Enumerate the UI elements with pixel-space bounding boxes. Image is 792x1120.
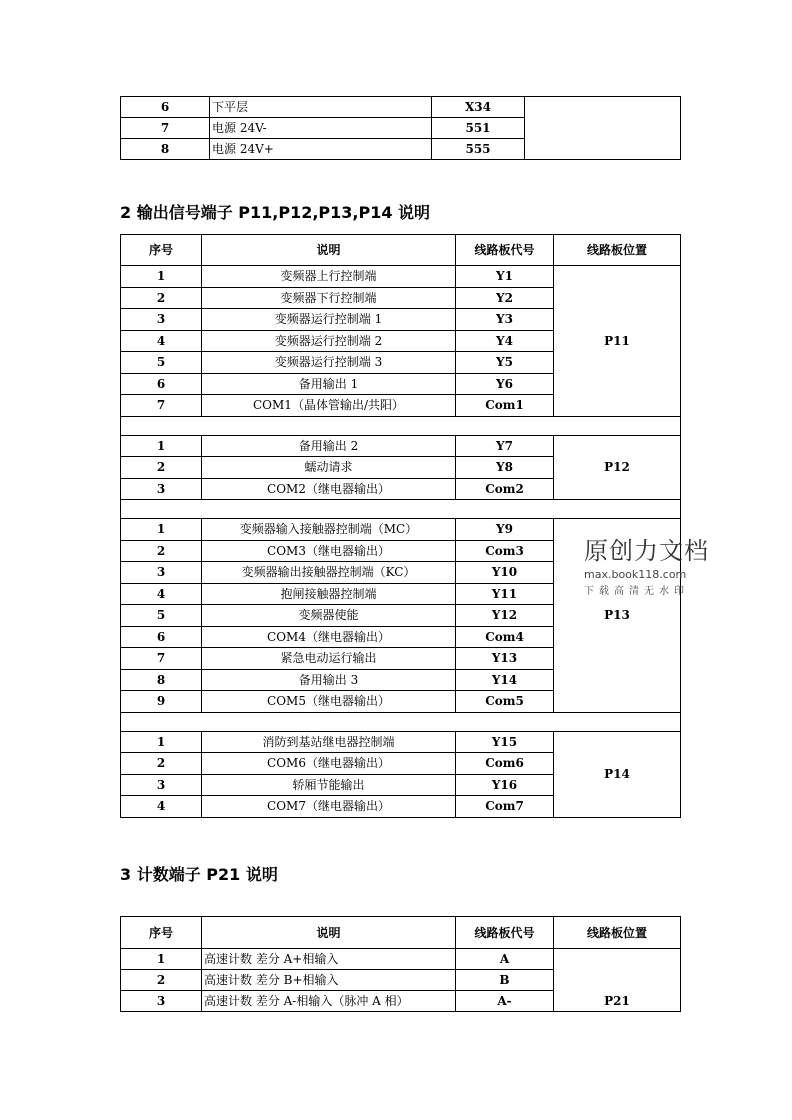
cell-code: Y14 — [456, 669, 554, 691]
cell-desc: 高速计数 差分 B+相输入 — [202, 970, 456, 991]
cell-desc: 下平层 — [210, 97, 432, 118]
cell-no: 1 — [121, 519, 202, 541]
cell-pos: P11 — [554, 266, 681, 417]
cell-desc: 电源 24V+ — [210, 139, 432, 160]
separator-row — [121, 500, 681, 519]
cell-no: 3 — [121, 774, 202, 796]
cell-code: Y10 — [456, 562, 554, 584]
cell-desc: 变频器上行控制端 — [202, 266, 456, 288]
cell-code: X34 — [432, 97, 525, 118]
header-no: 序号 — [121, 917, 202, 949]
cell-no: 8 — [121, 669, 202, 691]
cell-no: 7 — [121, 118, 210, 139]
cell-no: 6 — [121, 97, 210, 118]
cell-code: Y2 — [456, 287, 554, 309]
cell-desc: 电源 24V- — [210, 118, 432, 139]
header-pos: 线路板位置 — [554, 917, 681, 949]
cell-desc: 备用输出 3 — [202, 669, 456, 691]
cell-desc: 变频器下行控制端 — [202, 287, 456, 309]
cell-code: Y16 — [456, 774, 554, 796]
cell-desc: 变频器运行控制端 2 — [202, 330, 456, 352]
cell-code: B — [456, 970, 554, 991]
cell-no: 2 — [121, 753, 202, 775]
cell-desc: COM5（继电器输出） — [202, 691, 456, 713]
cell-no: 5 — [121, 352, 202, 374]
cell-code: Y11 — [456, 583, 554, 605]
cell-pos — [525, 97, 681, 160]
cell-no: 5 — [121, 605, 202, 627]
cell-desc: 变频器使能 — [202, 605, 456, 627]
cell-code: Com6 — [456, 753, 554, 775]
cell-code: Y12 — [456, 605, 554, 627]
cell-code: Com7 — [456, 796, 554, 818]
counter-terminal-table — [120, 916, 681, 1012]
cell-desc: COM1（晶体管输出/共阳） — [202, 395, 456, 417]
cell-code: Y1 — [456, 266, 554, 288]
cell-code: Y4 — [456, 330, 554, 352]
cell-no: 4 — [121, 796, 202, 818]
cell-pos: P21 — [554, 949, 681, 1012]
header-pos: 线路板位置 — [554, 235, 681, 266]
cell-code: 551 — [432, 118, 525, 139]
cell-code: Y3 — [456, 309, 554, 331]
header-desc: 说明 — [202, 235, 456, 266]
cell-pos: P13 — [554, 519, 681, 713]
cell-desc: COM3（继电器输出） — [202, 540, 456, 562]
cell-desc: 变频器运行控制端 1 — [202, 309, 456, 331]
cell-desc: 高速计数 差分 A+相输入 — [202, 949, 456, 970]
cell-desc: 变频器输入接触器控制端（MC） — [202, 519, 456, 541]
cell-desc: 消防到基站继电器控制端 — [202, 731, 456, 753]
cell-code: Y9 — [456, 519, 554, 541]
cell-desc: 备用输出 2 — [202, 435, 456, 457]
cell-no: 2 — [121, 540, 202, 562]
separator-row — [121, 712, 681, 731]
cell-no: 6 — [121, 373, 202, 395]
top-table — [120, 96, 681, 160]
watermark — [584, 531, 709, 597]
header-code: 线路板代号 — [456, 235, 554, 266]
header-code: 线路板代号 — [456, 917, 554, 949]
cell-no: 1 — [121, 949, 202, 970]
cell-desc: COM2（继电器输出） — [202, 478, 456, 500]
cell-pos: P14 — [554, 731, 681, 817]
cell-no: 2 — [121, 287, 202, 309]
cell-no: 1 — [121, 266, 202, 288]
cell-code: 555 — [432, 139, 525, 160]
cell-desc: 轿厢节能输出 — [202, 774, 456, 796]
section3-title: 3 计数端子 P21 说明 — [120, 865, 278, 884]
cell-no: 3 — [121, 562, 202, 584]
watermark-url: max.book118.com — [584, 568, 687, 581]
section2-title: 2 输出信号端子 P11,P12,P13,P14 说明 — [120, 203, 431, 222]
cell-no: 3 — [121, 478, 202, 500]
cell-no: 1 — [121, 731, 202, 753]
separator-row — [121, 416, 681, 435]
header-no: 序号 — [121, 235, 202, 266]
cell-no: 2 — [121, 970, 202, 991]
cell-no: 8 — [121, 139, 210, 160]
cell-code: Com1 — [456, 395, 554, 417]
cell-desc: 变频器运行控制端 3 — [202, 352, 456, 374]
cell-desc: COM4（继电器输出） — [202, 626, 456, 648]
cell-no: 1 — [121, 435, 202, 457]
cell-desc: 抱闸接触器控制端 — [202, 583, 456, 605]
cell-no: 4 — [121, 583, 202, 605]
cell-code: Y15 — [456, 731, 554, 753]
watermark-sub: 下载高清无水印 — [584, 586, 689, 597]
cell-code: Y7 — [456, 435, 554, 457]
cell-code: A- — [456, 991, 554, 1012]
cell-desc: COM6（继电器输出） — [202, 753, 456, 775]
cell-desc: 紧急电动运行输出 — [202, 648, 456, 670]
cell-code: Y8 — [456, 457, 554, 479]
cell-no: 7 — [121, 395, 202, 417]
cell-desc: COM7（继电器输出） — [202, 796, 456, 818]
cell-code: Com2 — [456, 478, 554, 500]
cell-code: A — [456, 949, 554, 970]
cell-desc: 高速计数 差分 A-相输入（脉冲 A 相） — [202, 991, 456, 1012]
cell-no: 9 — [121, 691, 202, 713]
cell-code: Com4 — [456, 626, 554, 648]
cell-desc: 变频器输出接触器控制端（KC） — [202, 562, 456, 584]
cell-no: 6 — [121, 626, 202, 648]
cell-desc: 备用输出 1 — [202, 373, 456, 395]
cell-desc: 蠕动请求 — [202, 457, 456, 479]
cell-no: 3 — [121, 309, 202, 331]
header-desc: 说明 — [202, 917, 456, 949]
cell-code: Y6 — [456, 373, 554, 395]
cell-no: 4 — [121, 330, 202, 352]
cell-code: Y5 — [456, 352, 554, 374]
cell-code: Com5 — [456, 691, 554, 713]
cell-code: Com3 — [456, 540, 554, 562]
cell-code: Y13 — [456, 648, 554, 670]
cell-pos: P12 — [554, 435, 681, 500]
cell-no: 7 — [121, 648, 202, 670]
cell-no: 3 — [121, 991, 202, 1012]
watermark-main: 原创力文档 — [584, 537, 709, 565]
cell-no: 2 — [121, 457, 202, 479]
output-terminal-table — [120, 234, 681, 818]
